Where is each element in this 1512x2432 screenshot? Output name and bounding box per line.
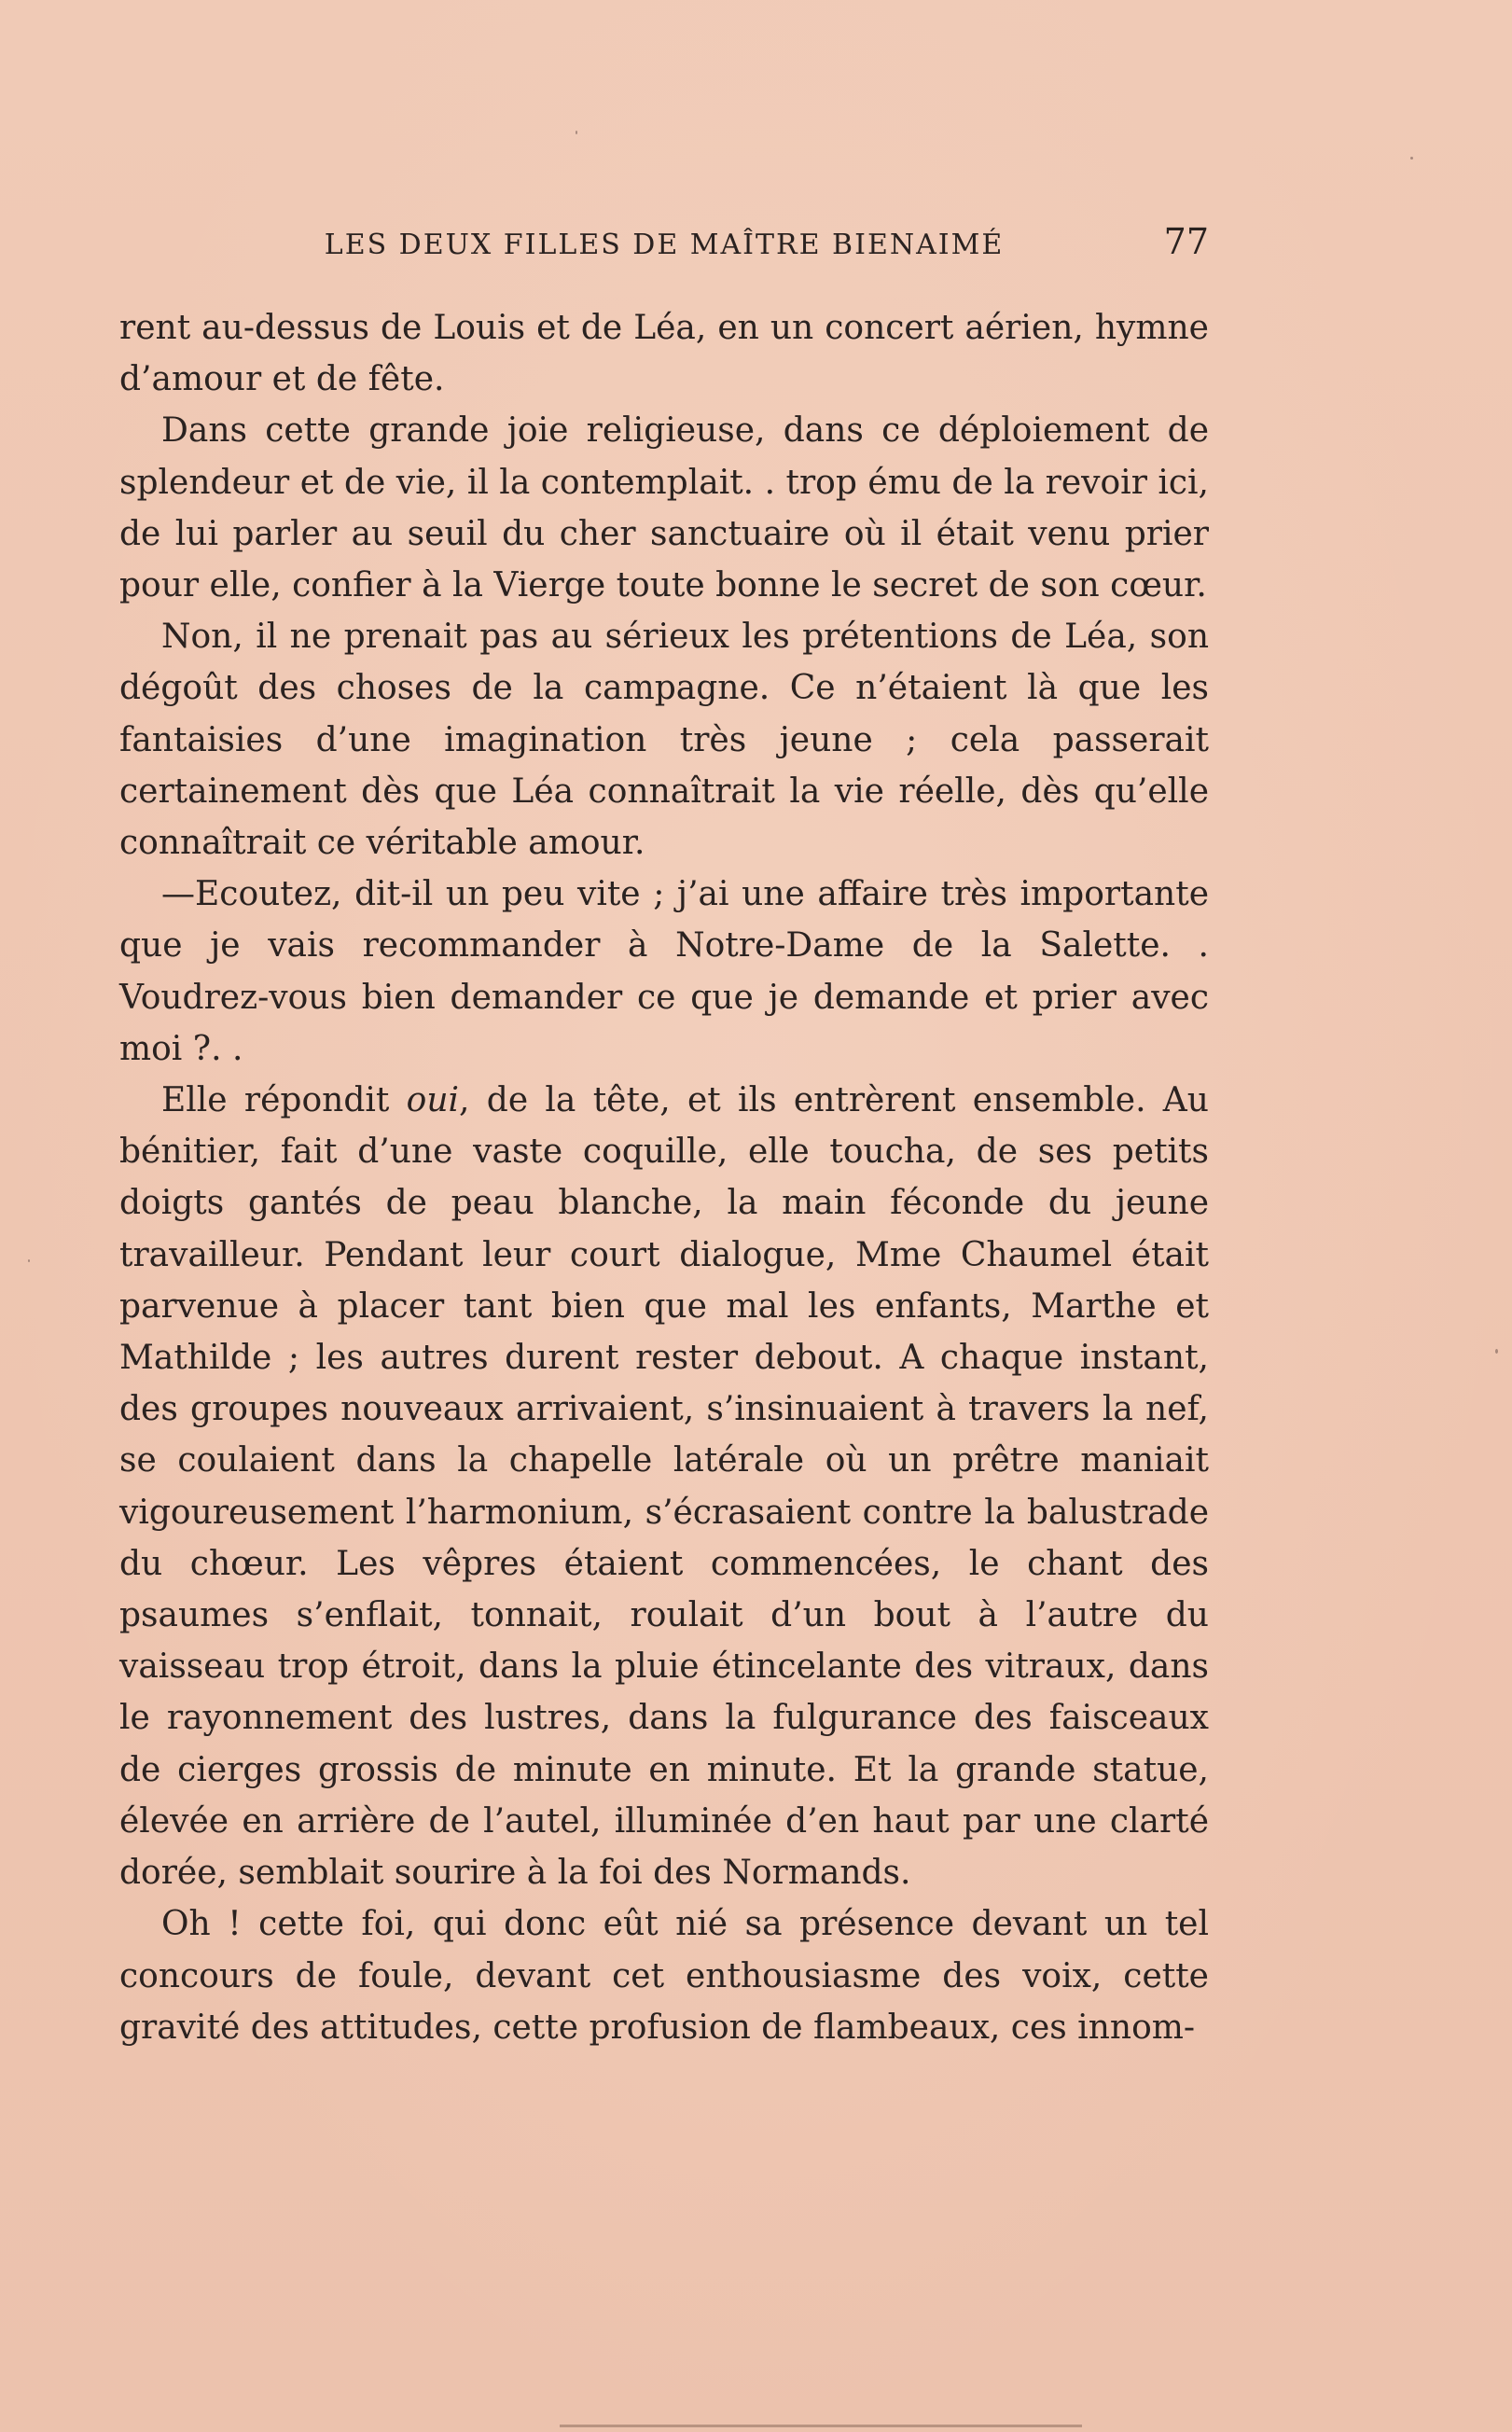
body-text [119,302,1209,2053]
paper-speck [28,1259,30,1262]
paragraph-4: —Ecoutez, dit-il un peu vite ; j’ai une affaire très importante que je vais recommander à Notre-Dame de la Salette. . Voudrez-vous bien demander ce que je demande et prier avec moi ?. . [119,875,1209,1068]
paragraph-5-rest: , de la tête, et ils entrèrent ensemble. Au bénitier, fait d’une vaste coquille, elle toucha, de ses petits doigts gantés de peau blanche, la main féconde du jeune travailleur. Pendant leur court dialogue, Mme Chaumel était parvenue à placer tant bien que mal les enfants, Marthe et Mathilde ; les autres durent rester debout. A chaque instant, des groupes nouveaux arrivaient, s’insinuaient à travers la nef, se coulaient dans la chapelle latérale où un prêtre maniait vigoureusement l’harmonium, s’écrasaient contre la balustrade du chœur. Les vêpres étaient commencées, le chant des psaumes s’enflait, tonnait, roulait d’un bout à l’autre du vaisseau trop étroit, dans la pluie étincelante des vitraux, dans le rayonnement des lustres, dans la fulgurance des faisceaux de cierges grossis de minute en minute. Et la grande statue, élevée en arrière de l’autel, illuminée d’en haut par une clarté dorée, semblait sourire à la foi des Normands. [119,1081,1209,1893]
paper-speck [1495,1349,1498,1354]
bottom-edge-mark [560,2425,1082,2427]
paragraph-3: Non, il ne prenait pas au sérieux les prétentions de Léa, son dégoût des choses de la campagne. Ce n’étaient là que les fantaisies d’une imagination très jeune ; cela passerait certainement dès que Léa connaîtrait la vie réelle, dès qu’elle connaîtrait ce véritable amour. [119,618,1209,863]
running-title: LES DEUX FILLES DE MAÎTRE BIENAIMÉ [324,229,1005,261]
paragraph-1: rent au-dessus de Louis et de Léa, en un concert aérien, hymne d’amour et de fête. [119,309,1209,399]
paragraph-6: Oh ! cette foi, qui donc eût nié sa présence devant un tel concours de foule, devant cet enthousiasme des voix, cette gravité des attitudes, cette profusion de flambeaux, ces innom- [119,1905,1209,2047]
italic-word: oui [406,1081,460,1120]
paper-speck [1410,157,1413,160]
page-header [119,222,1209,269]
page-number: 77 [1163,221,1209,262]
paper-speck [576,131,577,134]
paragraph-5-lead: Elle répondit [161,1081,407,1120]
paragraph-2: Dans cette grande joie religieuse, dans ce déploiement de splendeur et de vie, il la contemplait. . trop ému de la revoir ici, de lui parler au seuil du cher sanctuaire où il était venu prier pour elle, confier à la Vierge toute bonne le secret de son cœur. [119,411,1209,605]
paragraph-5 [119,1075,1209,1898]
